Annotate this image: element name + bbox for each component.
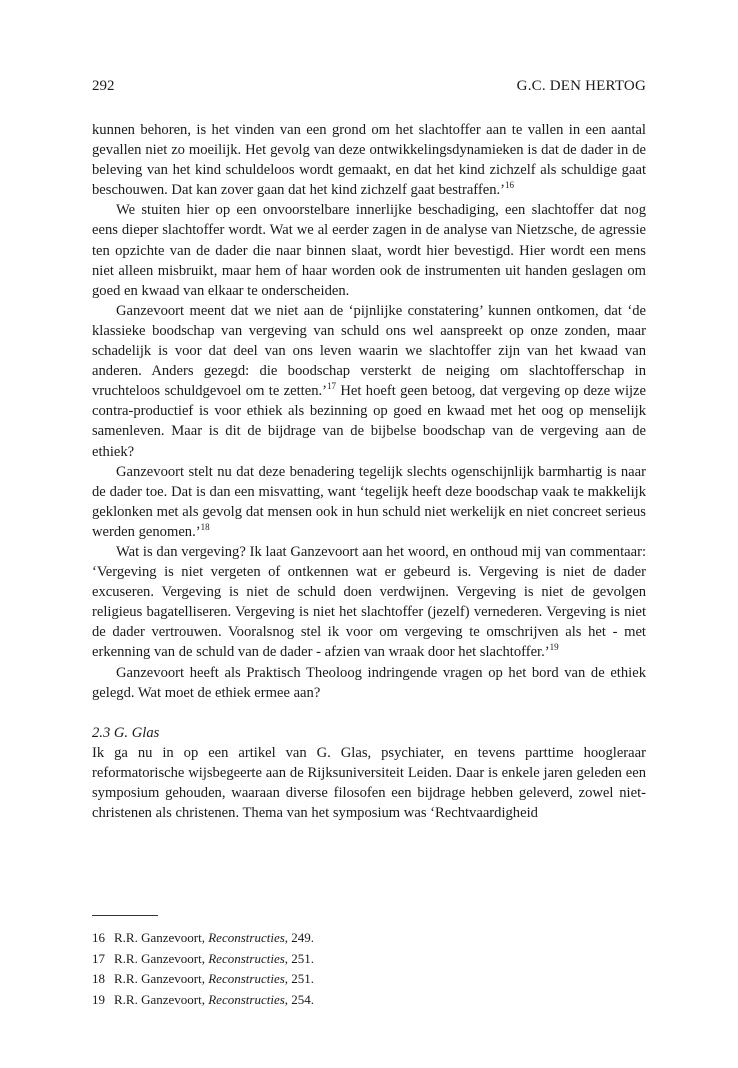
footnote-16: 16 R.R. Ganzevoort, Reconstructies, 249.	[92, 930, 315, 945]
footnote-divider	[92, 915, 158, 916]
paragraph-3: Ganzevoort meent dat we niet aan de ‘pijnlijke constatering’ kunnen ontkomen, dat ‘de klassieke boodschap van vergeving van schuld ons wel aanspreekt op onze zonden, maar schadelijk is voor dat deel van ons leven waarin we slachtoffer zijn van het kwaad van anderen. Anders gezegd: die boodschap versterkt de neiging om slachtofferschap in vruchteloos schuldgevoel om te zetten.’$^{17}$ Het hoeft geen betoog, dat vergeving op deze wijze contra-productief is voor ethiek als bezinning op goed en kwaad met het oog op menselijk samenleven. Maar is dit de bijdrage van de bijbelse boodschap van de vergeving aan de ethiek?	[92, 302, 647, 460]
footnote-ref-19[interactable]: 19	[549, 642, 559, 653]
paragraph-2: We stuiten hier op een onvoorstelbare innerlijke beschadiging, een slachtoffer dat nog eens dieper slachtoffer wordt. Wat we al eerder zagen in de analyse van Nietzsche, de agressie ten opzichte van de dader die naar binnen slaat, wordt hier bevestigd. Hier wordt een mens niet alleen misbruikt, maar hem of haar worden ook de instrumenten uit handen geslagen om goed en kwaad van elkaar te onderscheiden.	[92, 202, 646, 299]
running-head-author: G.C. DEN HERTOG	[516, 78, 646, 94]
footnote-17: 17 R.R. Ganzevoort, Reconstructies, 251.	[92, 950, 315, 966]
running-header	[92, 78, 646, 100]
section-heading: 2.3 G. Glas	[92, 724, 160, 741]
footnotes	[92, 928, 646, 1011]
body-text	[92, 120, 646, 823]
page-number: 292	[92, 78, 115, 94]
footnote-19: 19 R.R. Ganzevoort, Reconstructies, 254.	[92, 992, 315, 1008]
footnote-18: 18 R.R. Ganzevoort, Reconstructies, 251.	[92, 971, 315, 987]
paragraph-5: Wat is dan vergeving? Ik laat Ganzevoort aan het woord, en onthoud mij van commentaar: ‘Vergeving is niet vergeten of ontkennen wat er gebeurd is. Vergeving is niet de dader excuseren. Vergeving is niet de schuld doen verdwijnen. Vergeving is niet de gevolgen religieus bagatelliseren. Vergeving is niet het slachtoffer (jezelf) vernederen. Vergeving is niet de dader vertrouwen. Vooralsnog stel ik voor om vergeving te omschrijven als het - met erkenning van de schuld van de dader - afzien van wraak door het slachtoffer.’$^{19}$	[92, 543, 646, 661]
footnote-ref-16[interactable]: 16	[505, 180, 515, 191]
paragraph-4: Ganzevoort stelt nu dat deze benadering tegelijk slechts ogenschijnlijk barmhartig is naar de dader toe. Dat is dan een misvatting, want ‘tegelijk heeft deze boodschap vaak te makkelijk geklonken met als gevolg dat mensen ook in hun schuld niet werkelijk en niet concreet serieus werden genomen.’$^{18}$	[92, 463, 646, 540]
paragraph-1: kunnen behoren, is het vinden van een grond om het slachtoffer aan te vallen in een aantal gevallen niet zo moeilijk. Het gevolg van deze ontwikkelingsdynamieken is dat de dader in de beleving van het kind schuldeloos wordt gemaakt, en dat het kind zichzelf als schuldige gaat beschouwen. Dat kan zover gaan dat het kind zichzelf gaat bestraffen.’$^{16}$	[92, 122, 646, 199]
paragraph-6: Ganzevoort heeft als Praktisch Theoloog indringende vragen op het bord van de ethiek gelegd. Wat moet de ethiek ermee aan?	[92, 664, 646, 701]
footnote-ref-18[interactable]: 18	[200, 522, 210, 533]
section-paragraph: Ik ga nu in op een artikel van G. Glas, psychiater, en tevens parttime hoogleraar reformatorische wijsbegeerte aan de Rijksuniversiteit Leiden. Daar is enkele jaren geleden een symposium gehouden, waaraan diverse filosofen een bijdrage hebben geleverd, zowel niet-christenen als christenen. Thema van het symposium was ‘Rechtvaardigheid	[92, 744, 646, 822]
footnote-ref-17[interactable]: 17	[327, 381, 337, 392]
